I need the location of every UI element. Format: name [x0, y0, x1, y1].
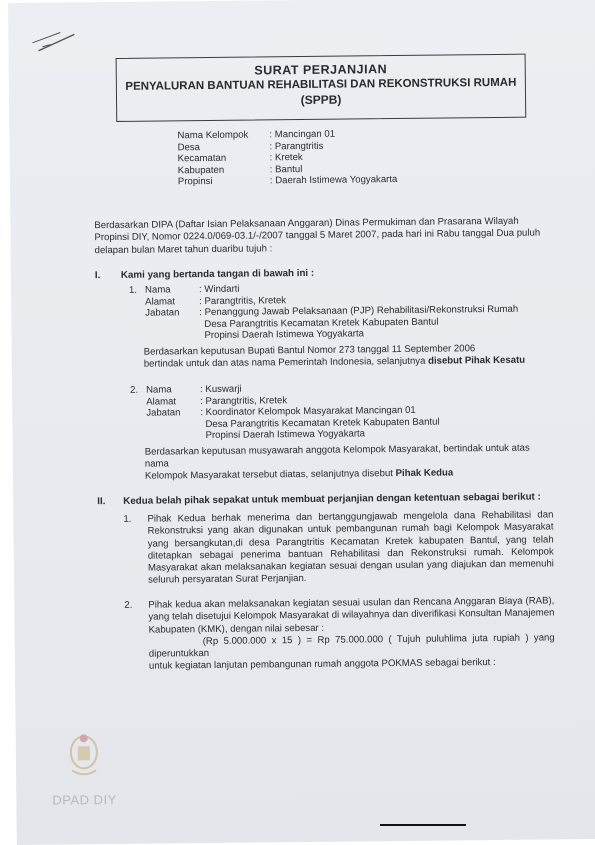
field-label: Nama	[146, 384, 172, 396]
field-value: Propinsi Daerah Istimewa Yogyakarta	[204, 328, 365, 342]
identity-value: : Kretek	[269, 152, 303, 164]
document-page	[8, 0, 595, 845]
title-sub: PENYALURAN BANTUAN REHABILITASI DAN REKONSTRUKSI RUMAH	[125, 76, 517, 93]
party-1-basis	[144, 342, 554, 371]
identity-value: : Mancingan 01	[269, 128, 336, 141]
identity-label: Propinsi	[177, 176, 213, 188]
field-value: Desa Parangtritis Kecamatan Kretek Kabupaten Bantul	[205, 416, 440, 430]
party-number: 2.	[130, 384, 139, 396]
title-main: SURAT PERJANJIAN	[254, 62, 388, 78]
field-value: Desa Parangtritis Kecamatan Kretek Kabupaten Bantul	[204, 316, 439, 330]
section-number: I.	[94, 270, 101, 282]
identity-label: Kabupaten	[177, 164, 225, 177]
field-value: : Windarti	[198, 283, 240, 296]
field-value: : Koordinator Kelompok Masyarakat Mancingan 01	[200, 405, 416, 419]
clause-text: Pihak kedua akan melaksanakan kegiatan sesuai usulan dan Rencana Anggaran Biaya (RAB), yang telah disetujui Kelompok Masyarakat di wilayahnya dan diverifikasi Konsultan Manajemen Kabupaten (KMK), dengan nilai sebesar :	[148, 595, 555, 636]
title-abbrev: (SPPB)	[300, 92, 342, 108]
field-label: Jabatan	[145, 307, 180, 319]
field-value: : Kuswarji	[200, 383, 242, 396]
field-label: Nama	[144, 284, 171, 296]
clause-number: 1.	[123, 513, 132, 525]
identity-label: Kecamatan	[177, 152, 227, 165]
section-title: Kedua belah pihak sepakat untuk membuat perjanjian dengan ketentuan sebagai berikut :	[123, 491, 541, 507]
intro-paragraph: Berdasarkan DIPA (Daftar Isian Pelaksanaan Anggaran) Dinas Permukiman dan Prasarana Wilayah Propinsi DIY, Nomor 0224.0/069-03.1/-/2007 tanggal 5 Maret 2007, pada hari ini Rabu tanggal Dua puluh delapan bulan Maret tahun duaribu tujuh :	[94, 215, 541, 256]
section-2-heading	[97, 492, 541, 508]
party-2-basis	[145, 442, 555, 483]
field-value: : Parangtritis, Kretek	[199, 294, 287, 307]
identity-table	[177, 128, 397, 188]
field-label: Alamat	[145, 295, 176, 308]
party-1	[129, 280, 550, 342]
clause-text: Pihak Kedua berhak menerima dan bertanggungjawab mengelola dana Rehabilitasi dan Rekonstruksi yang akan digunakan untuk pembangunan rumah bagi Kelompok Masyarakat yang bersangkutan,di desa Parangtritis Kecamatan Kretek kabupaten Bantul, yang telah ditetapkan sebagai penerima bantuan Rehabilitasi dan Rekonstruksi rumah. Kelompok Masyarakat akan melaksanakan kegiatan sesuai dengan usulan yang diajukan dan memenuhi seluruh persyaratan Surat Perjanjian.	[147, 509, 554, 587]
identity-label: Desa	[177, 141, 200, 153]
identity-value: : Parangtritis	[269, 140, 324, 152]
handwritten-mark	[30, 24, 90, 65]
clause-2	[124, 595, 555, 673]
field-label: Jabatan	[146, 407, 181, 419]
party-number: 1.	[128, 284, 138, 296]
party-designation: Pihak Kedua	[395, 467, 454, 480]
clause-1	[123, 509, 554, 587]
identity-value: : Daerah Istimewa Yogyakarta	[269, 174, 398, 187]
clause-text: untuk kegiatan lanjutan pembangunan rumah anggota POKMAS sebagai berikut :	[148, 657, 496, 673]
basis-text: bertindak untuk dan atas nama Pemerintah Indonesia, selanjutnya	[143, 355, 426, 370]
watermark-text: DPAD DIY	[52, 791, 117, 808]
section-number: II.	[97, 496, 106, 508]
field-value: Propinsi Daerah Istimewa Yogyakarta	[205, 428, 366, 442]
identity-value: : Bantul	[269, 163, 303, 176]
field-value: : Penanggung Jawab Pelaksanaan (PJP) Rehabilitasi/Rekonstruksi Rumah	[199, 303, 519, 319]
budget-calculation: (Rp 5.000.000 x 15 ) = Rp 75.000.000 ( Tujuh puluhlima juta rupiah ) yang diperuntukkan	[148, 632, 555, 660]
party-2	[130, 380, 551, 442]
field-value: : Parangtritis, Kretek	[200, 394, 288, 407]
party-designation: disebut Pihak Kesatu	[428, 354, 526, 367]
identity-row	[178, 174, 398, 188]
section-1-heading	[95, 268, 314, 281]
clause-number: 2.	[124, 599, 133, 611]
basis-text: Berdasarkan keputusan musyawarah anggota Kelompok Masyarakat, bertindak untuk atas nama	[144, 442, 530, 470]
title-box	[116, 54, 527, 122]
section-title: Kami yang bertanda tangan di bawah ini :	[120, 267, 315, 281]
signature-line	[380, 824, 466, 826]
basis-text: Berdasarkan keputusan Bupati Bantul Nomor 273 tanggal 11 September 2006	[143, 343, 476, 358]
identity-label: Nama Kelompok	[177, 129, 249, 142]
coat-of-arms-logo	[64, 728, 105, 778]
basis-text: Kelompok Masyarakat tersebut diatas, selanjutnya disebut	[144, 468, 394, 483]
field-label: Alamat	[146, 395, 177, 408]
